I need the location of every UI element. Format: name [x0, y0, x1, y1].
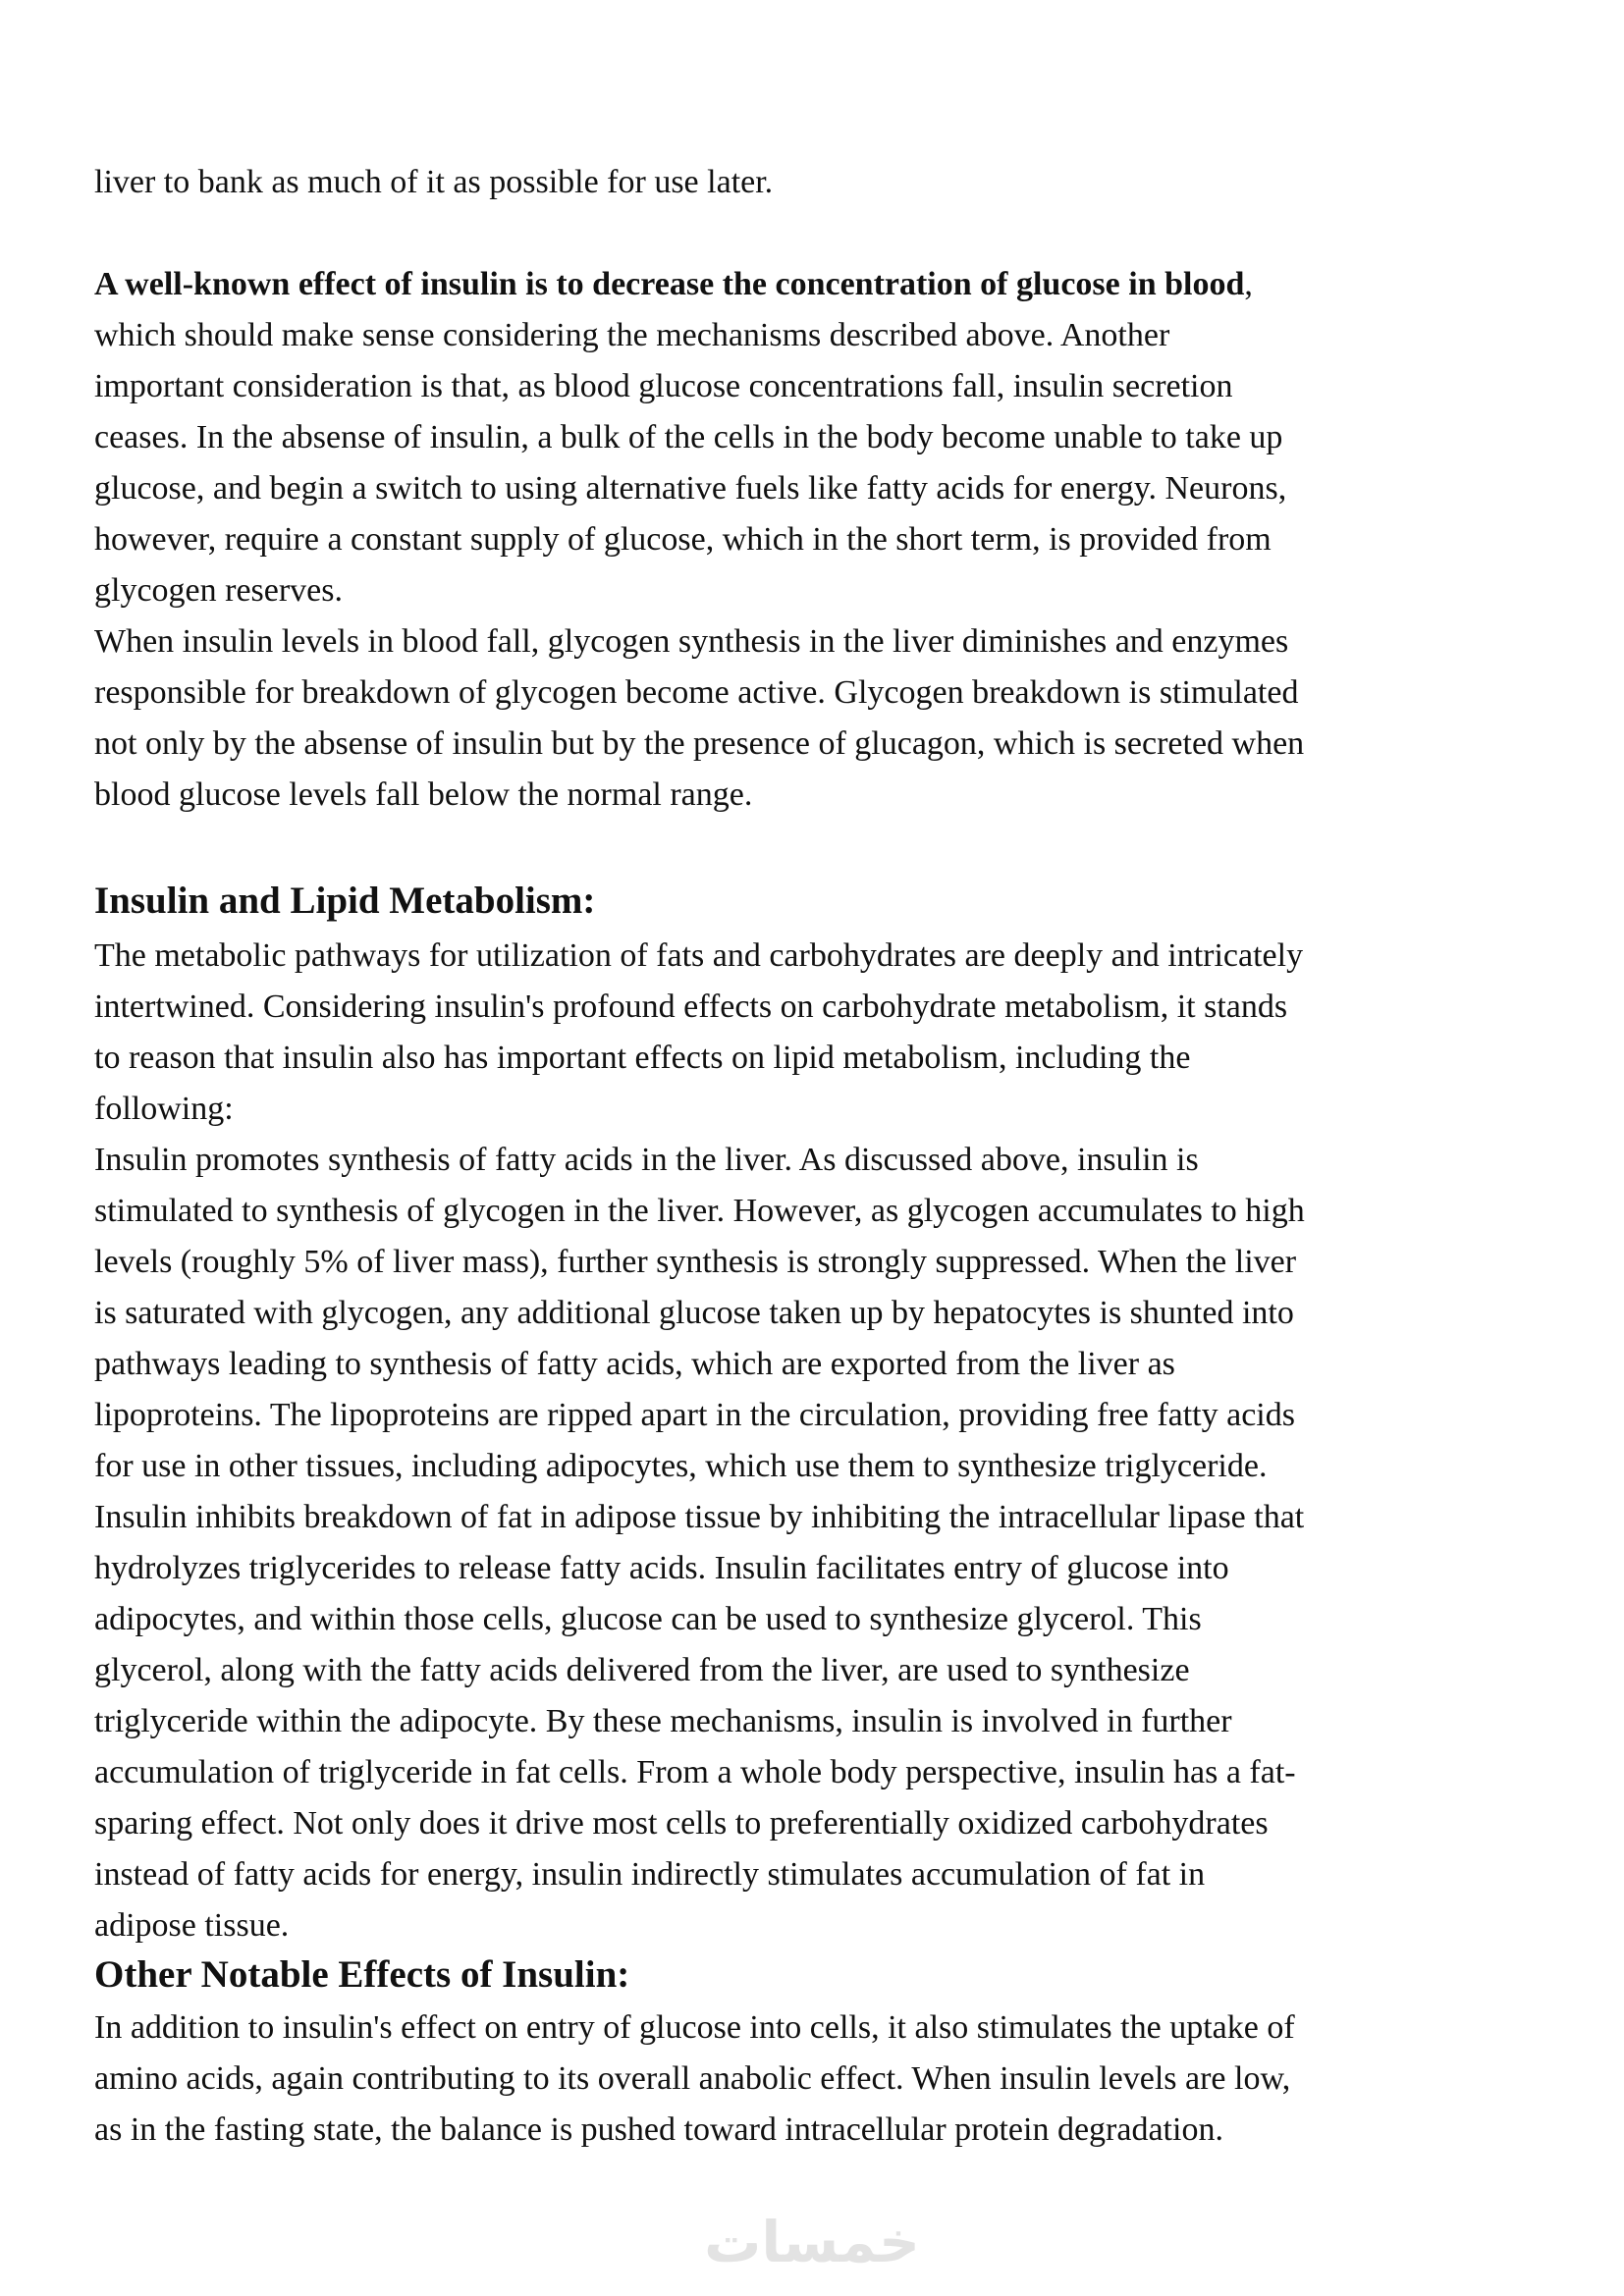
lipid-paragraph-line: is saturated with glycogen, any additional glucose taken up by hepatocytes is shunted into [94, 1295, 1294, 1331]
section-heading-other-effects: Other Notable Effects of Insulin: [94, 1953, 630, 1996]
glycogen-paragraph-line: When insulin levels in blood fall, glycogen synthesis in the liver diminishes and enzymes [94, 623, 1289, 660]
lipid-paragraph-line: sparing effect. Not only does it drive most cells to preferentially oxidized carbohydrates [94, 1805, 1269, 1842]
lipid-paragraph-line: accumulation of triglyceride in fat cells. From a whole body perspective, insulin has a fat- [94, 1754, 1296, 1790]
intro-line: liver to bank as much of it as possible for use later. [94, 164, 774, 200]
lipid-paragraph-line: levels (roughly 5% of liver mass), further synthesis is strongly suppressed. When the liver [94, 1244, 1297, 1280]
glucose-paragraph-line: important consideration is that, as blood glucose concentrations fall, insulin secretion [94, 368, 1233, 404]
glucose-paragraph-line: ceases. In the absense of insulin, a bulk of the cells in the body become unable to take up [94, 419, 1283, 455]
bold-lead-text: A well-known effect of insulin is to decrease the concentration of glucose in blood [94, 266, 1245, 302]
other-effects-paragraph-line: In addition to insulin's effect on entry of glucose into cells, it also stimulates the uptake of [94, 2009, 1295, 2046]
other-effects-paragraph-line: as in the fasting state, the balance is pushed toward intracellular protein degradation. [94, 2111, 1223, 2148]
lipid-paragraph-line: lipoproteins. The lipoproteins are ripped apart in the circulation, providing free fatty acids [94, 1397, 1295, 1433]
lipid-paragraph-line: adipose tissue. [94, 1907, 290, 1944]
lipid-paragraph-line: Insulin promotes synthesis of fatty acids in the liver. As discussed above, insulin is [94, 1142, 1199, 1178]
glucose-paragraph-lead [94, 259, 1253, 310]
lipid-paragraph-line: The metabolic pathways for utilization of fats and carbohydrates are deeply and intricately [94, 937, 1304, 974]
lipid-paragraph-line: triglyceride within the adipocyte. By these mechanisms, insulin is involved in further [94, 1703, 1232, 1739]
lipid-paragraph-line: instead of fatty acids for energy, insulin indirectly stimulates accumulation of fat in [94, 1856, 1206, 1893]
other-effects-paragraph-line: amino acids, again contributing to its overall anabolic effect. When insulin levels are low, [94, 2060, 1291, 2097]
lipid-paragraph-line: adipocytes, and within those cells, glucose can be used to synthesize glycerol. This [94, 1601, 1202, 1637]
lipid-paragraph-line: intertwined. Considering insulin's profound effects on carbohydrate metabolism, it stands [94, 988, 1288, 1025]
lipid-paragraph-line: for use in other tissues, including adipocytes, which use them to synthesize triglyceride. [94, 1448, 1268, 1484]
lipid-paragraph-line: pathways leading to synthesis of fatty acids, which are exported from the liver as [94, 1346, 1175, 1382]
glucose-paragraph-line: glucose, and begin a switch to using alternative fuels like fatty acids for energy. Neurons, [94, 470, 1287, 507]
bold-lead-tail: , [1244, 266, 1253, 302]
glycogen-paragraph-line: not only by the absense of insulin but by the presence of glucagon, which is secreted when [94, 725, 1305, 762]
lipid-paragraph-line: to reason that insulin also has important effects on lipid metabolism, including the [94, 1040, 1191, 1076]
lipid-paragraph-line: stimulated to synthesis of glycogen in the liver. However, as glycogen accumulates to high [94, 1193, 1305, 1229]
section-heading-lipid: Insulin and Lipid Metabolism: [94, 880, 596, 922]
lipid-paragraph-line: following: [94, 1091, 234, 1127]
glucose-paragraph-line: glycogen reserves. [94, 572, 344, 609]
watermark-logo: خمسات [704, 2209, 920, 2275]
lipid-paragraph-line: hydrolyzes triglycerides to release fatty acids. Insulin facilitates entry of glucose into [94, 1550, 1229, 1586]
lipid-paragraph-line: Insulin inhibits breakdown of fat in adipose tissue by inhibiting the intracellular lipase that [94, 1499, 1305, 1535]
glycogen-paragraph-line: responsible for breakdown of glycogen become active. Glycogen breakdown is stimulated [94, 674, 1299, 711]
glucose-paragraph-line: which should make sense considering the mechanisms described above. Another [94, 317, 1170, 353]
glucose-paragraph-line: however, require a constant supply of glucose, which in the short term, is provided from [94, 521, 1272, 558]
lipid-paragraph-line: glycerol, along with the fatty acids delivered from the liver, are used to synthesize [94, 1652, 1190, 1688]
glycogen-paragraph-line: blood glucose levels fall below the normal range. [94, 776, 753, 813]
